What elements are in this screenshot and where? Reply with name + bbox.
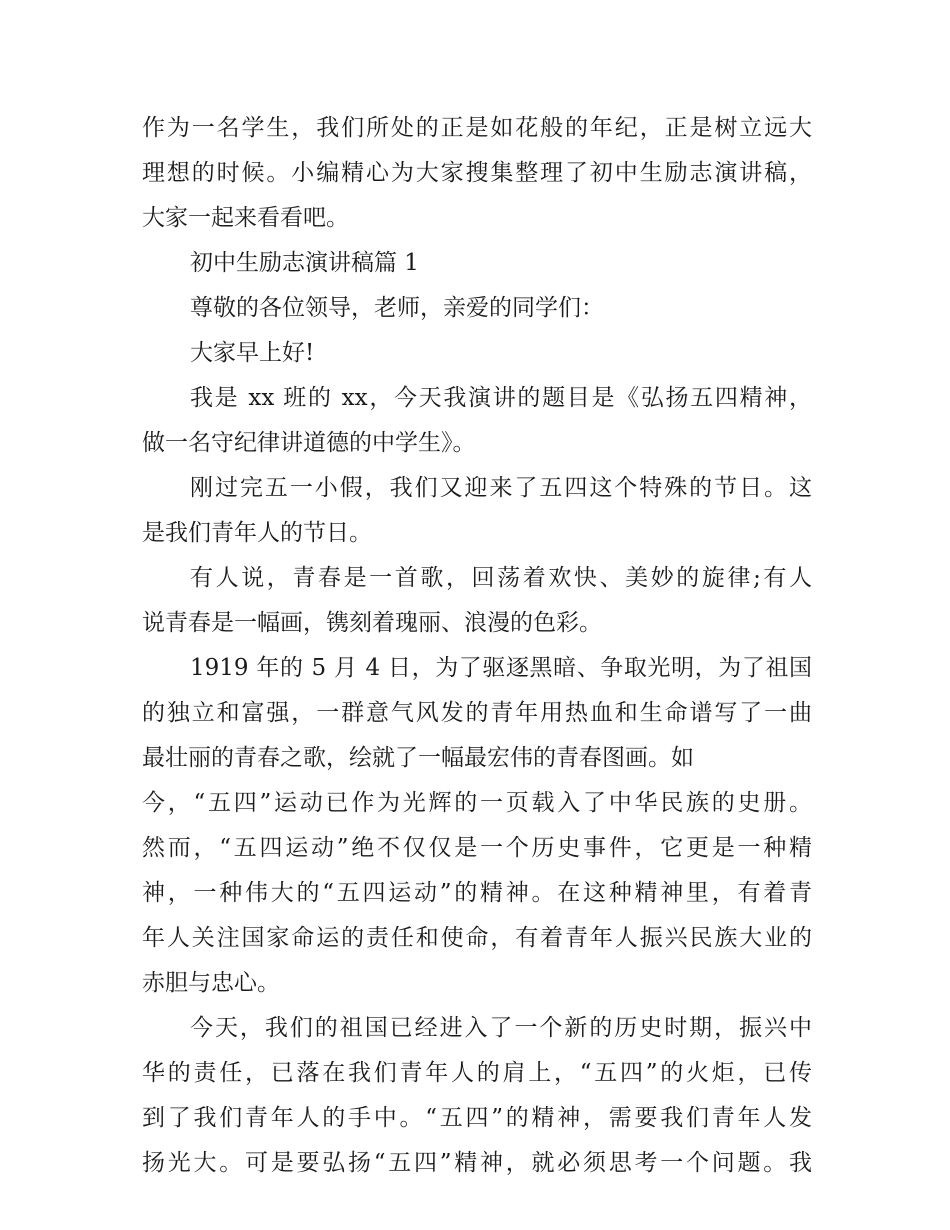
text-line: 大家一起来看看吧。: [142, 205, 349, 231]
text-line: 我是 xx 班的 xx，今天我演讲的题目是《弘扬五四精神，: [190, 385, 812, 411]
text-line: 有人说，青春是一首歌，回荡着欢快、美妙的旋律;有人: [190, 565, 812, 591]
text-line: 到了我们青年人的手中。“五四”的精神，需要我们青年人发: [142, 1105, 812, 1131]
text-line: 的独立和富强，一群意气风发的青年用热血和生命谱写了一曲: [142, 700, 812, 726]
text-line: 大家早上好!: [190, 340, 315, 366]
text-line: 是我们青年人的节日。: [142, 520, 372, 546]
text-line: 作为一名学生，我们所处的正是如花般的年纪，正是树立远大: [142, 115, 812, 141]
text-line: 尊敬的各位领导，老师，亲爱的同学们：: [190, 295, 604, 321]
text-line: 理想的时候。小编精心为大家搜集整理了初中生励志演讲稿，: [142, 160, 812, 186]
text-line: 刚过完五一小假，我们又迎来了五四这个特殊的节日。这: [190, 475, 812, 501]
text-line: 说青春是一幅画，镌刻着瑰丽、浪漫的色彩。: [142, 610, 602, 636]
text-line: 今，“五四”运动已作为光辉的一页载入了中华民族的史册。: [142, 790, 812, 816]
text-line: 华的责任，已落在我们青年人的肩上，“五四”的火炬，已传: [142, 1060, 812, 1086]
document-body: [142, 106, 812, 1186]
text-line: 赤胆与忠心。: [142, 970, 280, 996]
text-line: 初中生励志演讲稿篇 1: [190, 250, 419, 276]
text-line: 今天，我们的祖国已经进入了一个新的历史时期，振兴中: [190, 1015, 812, 1041]
text-line: 扬光大。可是要弘扬“五四”精神，就必须思考一个问题。我: [142, 1150, 812, 1176]
text-line: 年人关注国家命运的责任和使命，有着青年人振兴民族大业的: [142, 925, 812, 951]
text-line: 最壮丽的青春之歌，绘就了一幅最宏伟的青春图画。如: [142, 745, 694, 771]
text-line: 做一名守纪律讲道德的中学生》。: [142, 430, 476, 456]
text-line: 1919 年的 5 月 4 日，为了驱逐黑暗、争取光明，为了祖国: [190, 655, 812, 681]
text-line: 神，一种伟大的“五四运动”的精神。在这种精神里，有着青: [142, 880, 812, 906]
text-line: 然而，“五四运动”绝不仅仅是一个历史事件，它更是一种精: [142, 835, 812, 861]
